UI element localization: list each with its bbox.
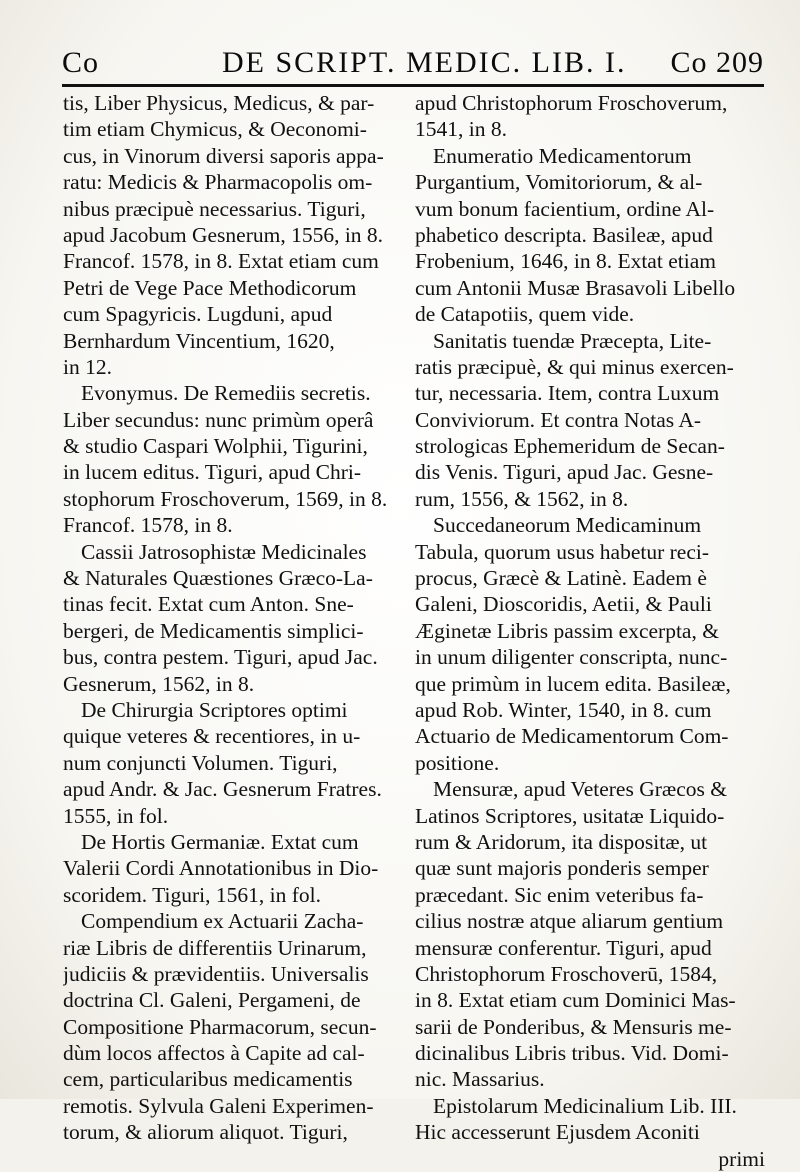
text-line: cus, in Vinorum diversi saporis appa- [63,143,384,168]
text-line: Evonymus. De Remediis secretis. [81,381,371,406]
text-line: num conjuncti Volumen. Tiguri, [63,750,338,775]
text-line: dùm locos affectos à Capite ad cal- [63,1041,365,1066]
text-line: De Hortis Germaniæ. Extat cum [81,829,359,854]
left-text-column [63,90,408,1146]
text-line: vum bonum facientium, ordine Al- [415,196,715,221]
text-line: Christophorum Froschoverū, 1584, [415,961,718,986]
text-line: phabetico descripta. Basileæ, apud [415,222,713,247]
header-rule [62,84,764,87]
text-line: Valerii Cordi Annotationibus in Dio- [63,856,379,881]
head-catchword-left: Co [62,46,100,79]
text-line: Actuario de Medicamentorum Com- [415,724,729,749]
text-line: dis Venis. Tiguri, apud Jac. Gesne- [415,460,714,485]
text-line: bus, contra pestem. Tiguri, apud Jac. [63,645,378,670]
text-line: de Catapotiis, quem vide. [415,302,635,327]
text-line: Mensuræ, apud Veteres Græcos & [433,777,727,802]
text-line: que primùm in lucem edita. Basileæ, [415,671,731,696]
text-line: scoridem. Tiguri, 1561, in fol. [63,882,322,907]
text-line: Tabula, quorum usus habetur reci- [415,539,710,564]
text-line: nibus præcipuè necessarius. Tiguri, [63,196,366,221]
text-line: Purgantium, Vomitoriorum, & al- [415,170,703,195]
text-line: Compositione Pharmacorum, secun- [63,1014,377,1039]
text-line: tur, necessaria. Item, contra Luxum [415,381,720,406]
text-line: De Chirurgia Scriptores optimi [81,697,348,722]
text-line: cilius nostræ atque aliarum gentium [415,909,724,934]
text-line: quique veteres & recentiores, in u- [63,724,361,749]
text-line: Enumeratio Medicamentorum [433,143,692,168]
text-line: dicinalibus Libris tribus. Vid. Domi- [415,1041,729,1066]
text-line: remotis. Sylvula Galeni Experimen- [63,1093,374,1118]
text-line: Sanitatis tuendæ Præcepta, Lite- [433,328,712,353]
text-line: præcedant. Sic enim veteribus fa- [415,882,704,907]
text-line: tis, Liber Physicus, Medicus, & par- [63,91,375,115]
text-line: positione. [415,750,500,775]
text-line: apud Christophorum Froschoverum, [415,91,728,115]
text-line: Galeni, Dioscoridis, Aetii, & Pauli [415,592,712,617]
text-line: strologicas Ephemeridum de Secan- [415,434,725,459]
right-text-column [415,90,765,1172]
text-line: 1541, in 8. [415,117,507,142]
text-line: ratis præcipuè, & qui minus exercen- [415,354,734,379]
head-page-number: Co 209 [670,46,764,79]
text-line: procus, Græcè & Latinè. Eadem è [415,566,707,591]
text-line: judiciis & prævidentiis. Universalis [63,961,369,986]
text-line: Gesnerum, 1562, in 8. [63,671,255,696]
text-line: quæ sunt majoris ponderis semper [415,856,709,881]
text-line: cum Spagyricis. Lugduni, apud [63,302,333,327]
text-line: Conviviorum. Et contra Notas A- [415,407,702,432]
text-line: mensuræ conferentur. Tiguri, apud [415,935,712,960]
text-line: Frobenium, 1646, in 8. Extat etiam [415,249,716,274]
text-line: torum, & aliorum aliquot. Tiguri, [63,1120,348,1145]
text-line: in lucem editus. Tiguri, apud Chri- [63,460,362,485]
text-line: bergeri, de Medicamentis simplici- [63,618,364,643]
text-line: cum Antonii Musæ Brasavoli Libello [415,275,736,300]
text-line: apud Andr. & Jac. Gesnerum Fratres. [63,777,382,802]
text-line: tinas fecit. Extat cum Anton. Sne- [63,592,354,617]
text-line: tim etiam Chymicus, & Oeconomi- [63,117,367,142]
text-line: Francof. 1578, in 8. Extat etiam cum [63,249,379,274]
head-title: DE SCRIPT. MEDIC. LIB. I. [222,46,627,79]
text-line: Petri de Vege Pace Methodicorum [63,275,357,300]
text-line: Hic accesserunt Ejusdem Aconiti [415,1120,700,1145]
text-line: rum & Aridorum, ita dispositæ, ut [415,829,708,854]
text-line: apud Rob. Winter, 1540, in 8. cum [415,697,712,722]
text-line: Liber secundus: nunc primùm operâ [63,407,374,432]
text-line: Francof. 1578, in 8. [63,513,233,538]
text-line: in unum diligenter conscripta, nunc- [415,645,728,670]
text-line: Æginetæ Libris passim excerpta, & [415,618,719,643]
running-head [62,36,764,84]
text-line: in 12. [63,354,112,379]
text-line: stophorum Froschoverum, 1569, in 8. [63,486,388,511]
text-line: primi [718,1146,765,1171]
text-line: in 8. Extat etiam cum Dominici Mas- [415,988,736,1013]
text-line: & Naturales Quæstiones Græco-La- [63,566,373,591]
text-line: 1555, in fol. [63,803,169,828]
text-line: riæ Libris de differentiis Urinarum, [63,935,367,960]
text-line: doctrina Cl. Galeni, Pergameni, de [63,988,361,1013]
text-line: Latinos Scriptores, usitatæ Liquido- [415,803,725,828]
text-line: Compendium ex Actuarii Zacha- [81,909,364,934]
text-line: & studio Caspari Wolphii, Tigurini, [63,434,368,459]
text-line: apud Jacobum Gesnerum, 1556, in 8. [63,222,384,247]
text-line: Epistolarum Medicinalium Lib. III. [433,1093,737,1118]
text-line: nic. Massarius. [415,1067,545,1092]
text-line: sarii de Ponderibus, & Mensuris me- [415,1014,732,1039]
text-line: cem, particularibus medicamentis [63,1067,353,1092]
text-line: rum, 1556, & 1562, in 8. [415,486,629,511]
text-line: Succedaneorum Medicaminum [433,513,702,538]
text-line: ratu: Medicis & Pharmacopolis om- [63,170,373,195]
text-line: Bernhardum Vincentium, 1620, [63,328,335,353]
text-line: Cassii Jatrosophistæ Medicinales [81,539,367,564]
